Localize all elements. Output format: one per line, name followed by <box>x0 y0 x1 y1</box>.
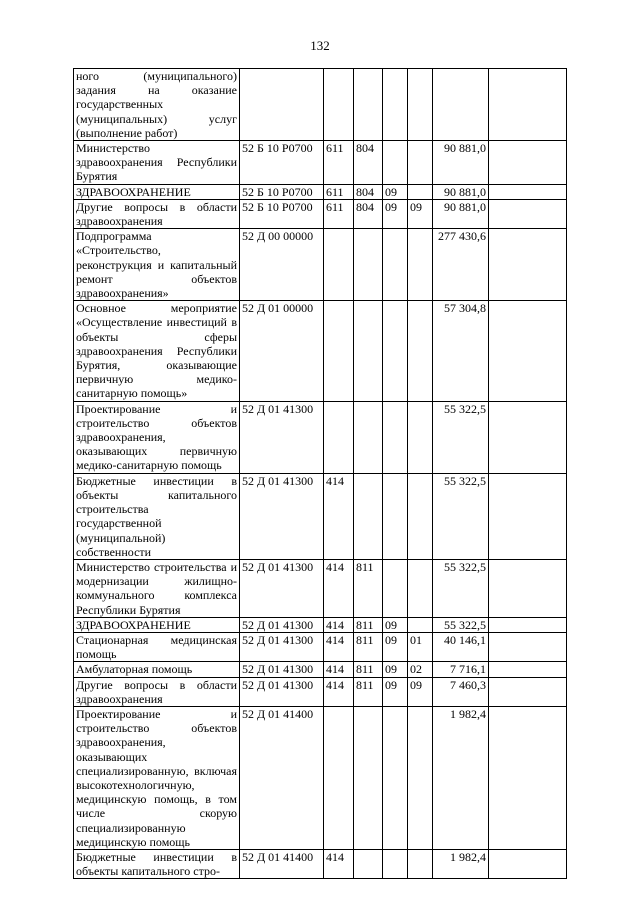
row-name: Бюджетные инвестиции в объекты капитального строительства государственной (муниципальной) собственности <box>74 473 240 559</box>
row-col6 <box>408 401 433 473</box>
row-col4: 811 <box>354 632 383 661</box>
row-col4: 804 <box>354 141 383 185</box>
row-col3 <box>324 69 354 141</box>
row-col4 <box>354 706 383 849</box>
row-name: Основное мероприятие «Осуществление инвестиций в объекты сферы здравоохранения Республики Бурятия, оказывающие первичную медико-санитарную помощь» <box>74 301 240 401</box>
row-code: 52 Д 01 00000 <box>240 301 324 401</box>
row-col3 <box>324 401 354 473</box>
row-name: Стационарная медицинская помощь <box>74 632 240 661</box>
row-col4 <box>354 301 383 401</box>
row-col4 <box>354 229 383 301</box>
table-row <box>74 677 567 706</box>
page-number: 132 <box>310 38 330 53</box>
row-amount: 55 322,5 <box>433 559 489 617</box>
row-col9 <box>489 229 567 301</box>
row-col5 <box>383 473 408 559</box>
row-col3: 414 <box>324 849 354 878</box>
row-amount: 1 982,4 <box>433 849 489 878</box>
row-name: Проектирование и строительство объектов здравоохранения, оказывающих специализированную, включая высокотехнологичную, медицинскую помощь, в том числе скорую специализированную медицинскую помощь <box>74 706 240 849</box>
row-col4 <box>354 401 383 473</box>
row-col3: 414 <box>324 559 354 617</box>
row-col3: 414 <box>324 632 354 661</box>
table-row <box>74 199 567 228</box>
row-col9 <box>489 617 567 632</box>
row-col5 <box>383 401 408 473</box>
table-row <box>74 69 567 141</box>
row-col9 <box>489 677 567 706</box>
row-name: Проектирование и строительство объектов здравоохранения, оказывающих первичную медико-санитарную помощь <box>74 401 240 473</box>
row-code: 52 Д 01 41300 <box>240 632 324 661</box>
row-col6 <box>408 229 433 301</box>
row-col5 <box>383 229 408 301</box>
row-name: Министерство здравоохранения Республики Бурятия <box>74 141 240 185</box>
row-col9 <box>489 849 567 878</box>
row-col5: 09 <box>383 677 408 706</box>
row-col9 <box>489 301 567 401</box>
row-col6 <box>408 141 433 185</box>
row-code <box>240 69 324 141</box>
row-amount: 90 881,0 <box>433 184 489 199</box>
row-code: 52 Д 01 41300 <box>240 617 324 632</box>
row-amount: 55 322,5 <box>433 401 489 473</box>
row-col5: 09 <box>383 617 408 632</box>
table-row <box>74 473 567 559</box>
row-col5: 09 <box>383 184 408 199</box>
row-code: 52 Б 10 Р0700 <box>240 199 324 228</box>
row-col3 <box>324 301 354 401</box>
row-col6 <box>408 617 433 632</box>
row-col3 <box>324 229 354 301</box>
row-col9 <box>489 662 567 677</box>
row-name: ного (муниципального) задания на оказание государственных (муниципальных) услуг (выполнение работ) <box>74 69 240 141</box>
row-col9 <box>489 401 567 473</box>
row-name: Министерство строительства и модернизации жилищно-коммунального комплекса Республики Бурятия <box>74 559 240 617</box>
row-col6 <box>408 706 433 849</box>
row-name: ЗДРАВООХРАНЕНИЕ <box>74 184 240 199</box>
row-col3: 414 <box>324 617 354 632</box>
row-col5 <box>383 849 408 878</box>
row-col5 <box>383 301 408 401</box>
row-col4: 811 <box>354 559 383 617</box>
row-code: 52 Д 00 00000 <box>240 229 324 301</box>
row-col3: 414 <box>324 662 354 677</box>
row-col5 <box>383 141 408 185</box>
row-name: Подпрограмма «Строительство, реконструкция и капитальный ремонт объектов здравоохранения» <box>74 229 240 301</box>
row-col9 <box>489 706 567 849</box>
budget-table <box>73 68 567 879</box>
row-col6 <box>408 184 433 199</box>
table-row <box>74 184 567 199</box>
row-code: 52 Б 10 Р0700 <box>240 141 324 185</box>
row-code: 52 Д 01 41300 <box>240 662 324 677</box>
row-col6 <box>408 559 433 617</box>
table-row <box>74 849 567 878</box>
row-amount: 55 322,5 <box>433 473 489 559</box>
row-col4: 804 <box>354 199 383 228</box>
row-col4: 811 <box>354 617 383 632</box>
row-col4 <box>354 473 383 559</box>
row-col6: 01 <box>408 632 433 661</box>
row-amount: 1 982,4 <box>433 706 489 849</box>
row-code: 52 Д 01 41400 <box>240 706 324 849</box>
row-name: Бюджетные инвестиции в объекты капитального стро- <box>74 849 240 878</box>
row-col4 <box>354 69 383 141</box>
row-col4 <box>354 849 383 878</box>
table-row <box>74 141 567 185</box>
row-amount <box>433 69 489 141</box>
row-col5: 09 <box>383 199 408 228</box>
row-amount: 277 430,6 <box>433 229 489 301</box>
row-code: 52 Д 01 41300 <box>240 677 324 706</box>
row-amount: 7 716,1 <box>433 662 489 677</box>
row-col6: 09 <box>408 677 433 706</box>
row-col3 <box>324 706 354 849</box>
row-name: Другие вопросы в области здравоохранения <box>74 677 240 706</box>
row-col9 <box>489 199 567 228</box>
row-col9 <box>489 69 567 141</box>
table-row <box>74 662 567 677</box>
table-row <box>74 706 567 849</box>
row-col9 <box>489 184 567 199</box>
row-col6 <box>408 69 433 141</box>
row-col4: 811 <box>354 662 383 677</box>
row-col5 <box>383 706 408 849</box>
row-amount: 40 146,1 <box>433 632 489 661</box>
row-col6 <box>408 301 433 401</box>
table-row <box>74 632 567 661</box>
row-amount: 7 460,3 <box>433 677 489 706</box>
row-col9 <box>489 473 567 559</box>
row-col5 <box>383 559 408 617</box>
table-row <box>74 401 567 473</box>
row-code: 52 Д 01 41300 <box>240 559 324 617</box>
row-col6 <box>408 473 433 559</box>
row-col5: 09 <box>383 632 408 661</box>
table-row <box>74 229 567 301</box>
row-col3: 414 <box>324 473 354 559</box>
table-row <box>74 559 567 617</box>
row-col4: 811 <box>354 677 383 706</box>
row-amount: 90 881,0 <box>433 199 489 228</box>
row-col9 <box>489 632 567 661</box>
row-col3: 611 <box>324 199 354 228</box>
row-col3: 611 <box>324 184 354 199</box>
row-code: 52 Д 01 41300 <box>240 401 324 473</box>
row-col6: 02 <box>408 662 433 677</box>
row-amount: 55 322,5 <box>433 617 489 632</box>
row-name: ЗДРАВООХРАНЕНИЕ <box>74 617 240 632</box>
row-name: Другие вопросы в области здравоохранения <box>74 199 240 228</box>
row-code: 52 Д 01 41300 <box>240 473 324 559</box>
row-col9 <box>489 141 567 185</box>
row-col5: 09 <box>383 662 408 677</box>
row-code: 52 Д 01 41400 <box>240 849 324 878</box>
table-row <box>74 301 567 401</box>
row-col4: 804 <box>354 184 383 199</box>
row-col3: 611 <box>324 141 354 185</box>
row-name: Амбулаторная помощь <box>74 662 240 677</box>
row-col6 <box>408 849 433 878</box>
row-col3: 414 <box>324 677 354 706</box>
row-col9 <box>489 559 567 617</box>
row-col6: 09 <box>408 199 433 228</box>
table-body <box>74 69 567 879</box>
row-amount: 90 881,0 <box>433 141 489 185</box>
row-col5 <box>383 69 408 141</box>
row-amount: 57 304,8 <box>433 301 489 401</box>
table-row <box>74 617 567 632</box>
row-code: 52 Б 10 Р0700 <box>240 184 324 199</box>
